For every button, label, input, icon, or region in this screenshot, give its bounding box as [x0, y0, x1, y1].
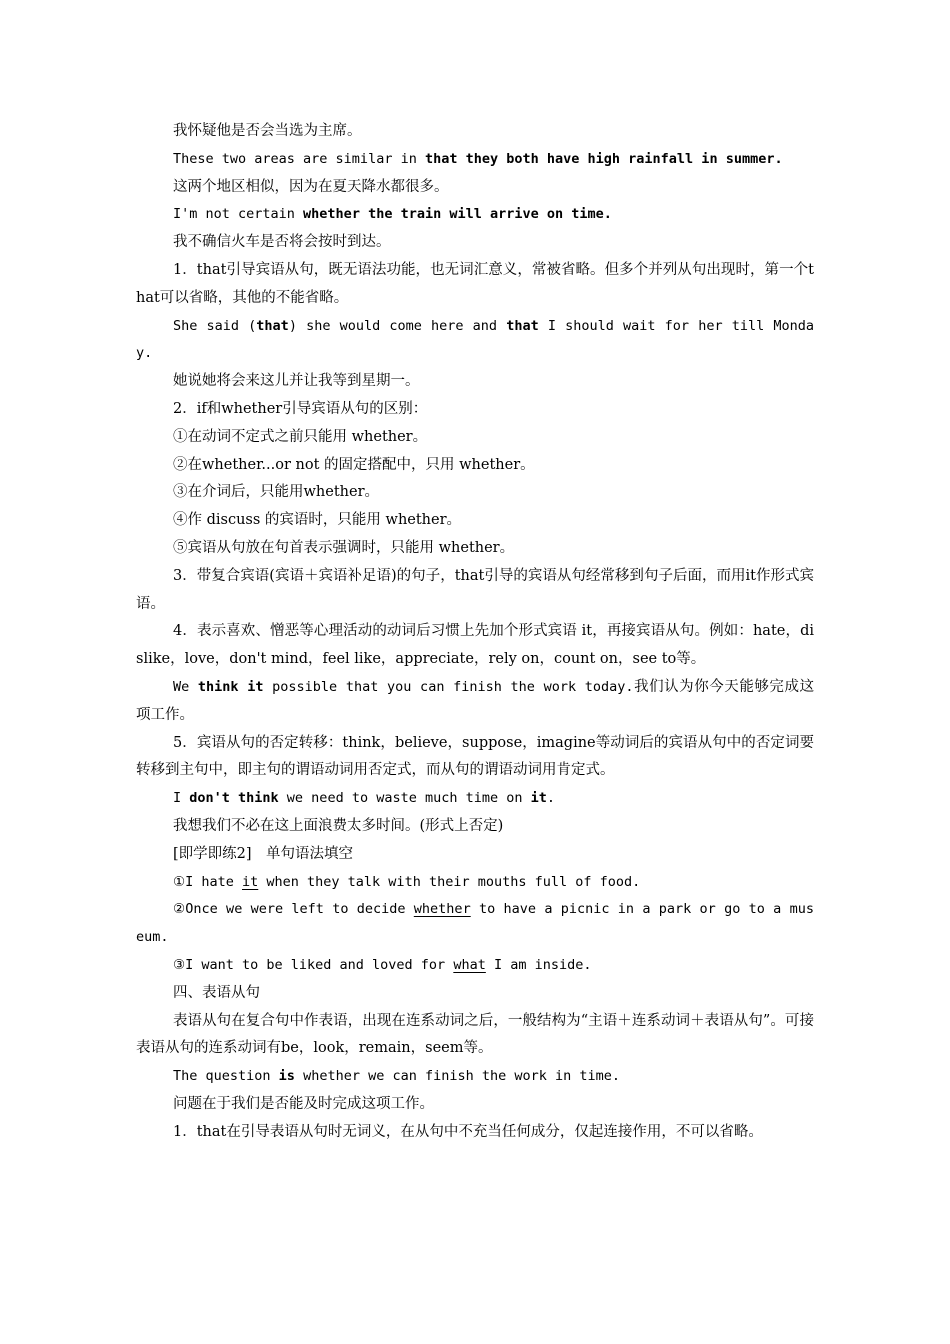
text: ⑤宾语从句放在句首表示强调时，只能用 whether。: [173, 539, 515, 556]
document-body: [136, 118, 814, 1146]
text: ) she would come here and: [288, 317, 507, 334]
example-sentence-3: [136, 313, 814, 369]
example-sentence-6: [136, 1063, 814, 1091]
text: ③在介词后，只能用whether。: [173, 484, 380, 501]
text: These two areas are similar in: [173, 150, 425, 167]
example-sentence-2: [136, 201, 814, 229]
text: 我不确信火车是否将会按时到达。: [173, 234, 391, 251]
text: possible that you can finish the work today.: [263, 678, 634, 695]
rule-4: [136, 618, 814, 674]
text: to have a picnic in a park or go to a museum.: [136, 901, 814, 946]
text: .: [546, 790, 556, 807]
text: 1．that引导宾语从句，既无语法功能，也无词汇意义，常被省略。但多个并列从句出现时，第一个that可以省略，其他的不能省略。: [136, 261, 814, 306]
text: ②Once we were left to decide: [173, 901, 414, 918]
rule-2-item-3: [136, 479, 814, 507]
exercise-item-3: [136, 952, 814, 980]
text: She said (: [173, 317, 257, 334]
text: 这两个地区相似，因为在夏天降水都很多。: [173, 178, 449, 195]
text: 她说她将会来这儿并让我等到星期一。: [173, 373, 420, 390]
text: ④作 discuss 的宾语时，只能用 whether。: [173, 512, 462, 529]
text: 5．宾语从句的否定转移：think，believe，suppose，imagine等动词后的宾语从句中的否定词要转移到主句中，即主句的谓语动词用否定式，而从句的谓语动词用肯定式。: [136, 734, 814, 779]
answer-blank: whether: [413, 901, 471, 918]
bold-clause: whether the train will arrive on time.: [303, 206, 612, 223]
rule-2-heading: [136, 396, 814, 424]
text: ③I want to be liked and loved for: [173, 956, 454, 973]
predicative-clause-intro: [136, 1008, 814, 1064]
text: ①I hate: [173, 873, 242, 890]
text: I: [173, 790, 190, 807]
text: 1．that在引导表语从句时无词义，在从句中不充当任何成分，仅起连接作用，不可以省略。: [173, 1123, 763, 1140]
bold-phrase: think it: [197, 678, 264, 695]
example-sentence-1: [136, 146, 814, 174]
example-sentence-5: [136, 785, 814, 813]
text: I should wait for her till Monday.: [136, 317, 814, 362]
text: 3．带复合宾语(宾语＋宾语补足语)的句子，that引导的宾语从句经常移到句子后面，而用it作形式宾语。: [136, 567, 814, 612]
text: whether we can finish the work in time.: [294, 1068, 621, 1085]
rule-2-item-2: [136, 452, 814, 480]
example-sentence-4: [136, 674, 814, 730]
answer-blank: what: [453, 956, 486, 973]
text: 我想我们不必在这上面浪费太多时间。(形式上否定): [173, 817, 504, 834]
paragraph-translation-6: [136, 1091, 814, 1119]
bold-phrase: don't think: [189, 790, 279, 807]
text: ①在动词不定式之前只能用 whether。: [173, 428, 428, 445]
rule-1: [136, 257, 814, 313]
predicative-rule-1: [136, 1119, 814, 1147]
exercise-item-1: [136, 869, 814, 897]
bold-word: that: [256, 317, 289, 334]
paragraph-translation-1: [136, 118, 814, 146]
rule-2-item-5: [136, 535, 814, 563]
text: we need to waste much time on: [278, 790, 531, 807]
text: 四、表语从句: [173, 984, 260, 1001]
paragraph-translation-2: [136, 174, 814, 202]
paragraph-translation-3: [136, 229, 814, 257]
bold-word: it: [530, 790, 547, 807]
text: I am inside.: [485, 956, 592, 973]
paragraph-translation-4: [136, 368, 814, 396]
rule-2-item-1: [136, 424, 814, 452]
rule-2-item-4: [136, 507, 814, 535]
rule-3: [136, 563, 814, 619]
rule-5: [136, 730, 814, 786]
text: 2．if和whether引导宾语从句的区别：: [173, 400, 428, 417]
text: when they talk with their mouths full of food.: [258, 873, 641, 890]
bold-word: that: [506, 317, 539, 334]
text: We: [173, 678, 198, 695]
exercise-item-2: [136, 896, 814, 952]
paragraph-translation-5: [136, 813, 814, 841]
text: 4．表示喜欢、憎恶等心理活动的动词后习惯上先加个形式宾语 it，再接宾语从句。例如：hate，dislike，love，don't mind，feel like，appreciate，rely on，count on，see to等。: [136, 623, 814, 668]
exercise-heading: [136, 841, 814, 869]
text: 表语从句在复合句中作表语，出现在连系动词之后，一般结构为“主语＋连系动词＋表语从句”。可接表语从句的连系动词有be，look，remain，seem等。: [136, 1012, 814, 1057]
bold-clause: that they both have high rainfall in summer.: [424, 150, 783, 167]
text: The question: [173, 1068, 279, 1085]
answer-blank: it: [242, 873, 259, 890]
section-heading: [136, 980, 814, 1008]
translation: 我们认为你今天能够完成这项工作。: [136, 678, 814, 723]
text: 问题在于我们是否能及时完成这项工作。: [173, 1095, 434, 1112]
text: [即学即练2] 单句语法填空: [173, 845, 354, 862]
text: I'm not certain: [173, 206, 304, 223]
bold-word: is: [278, 1068, 295, 1085]
text: ②在whether...or not 的固定搭配中，只用 whether。: [173, 456, 535, 473]
text: 我怀疑他是否会当选为主席。: [173, 123, 362, 139]
